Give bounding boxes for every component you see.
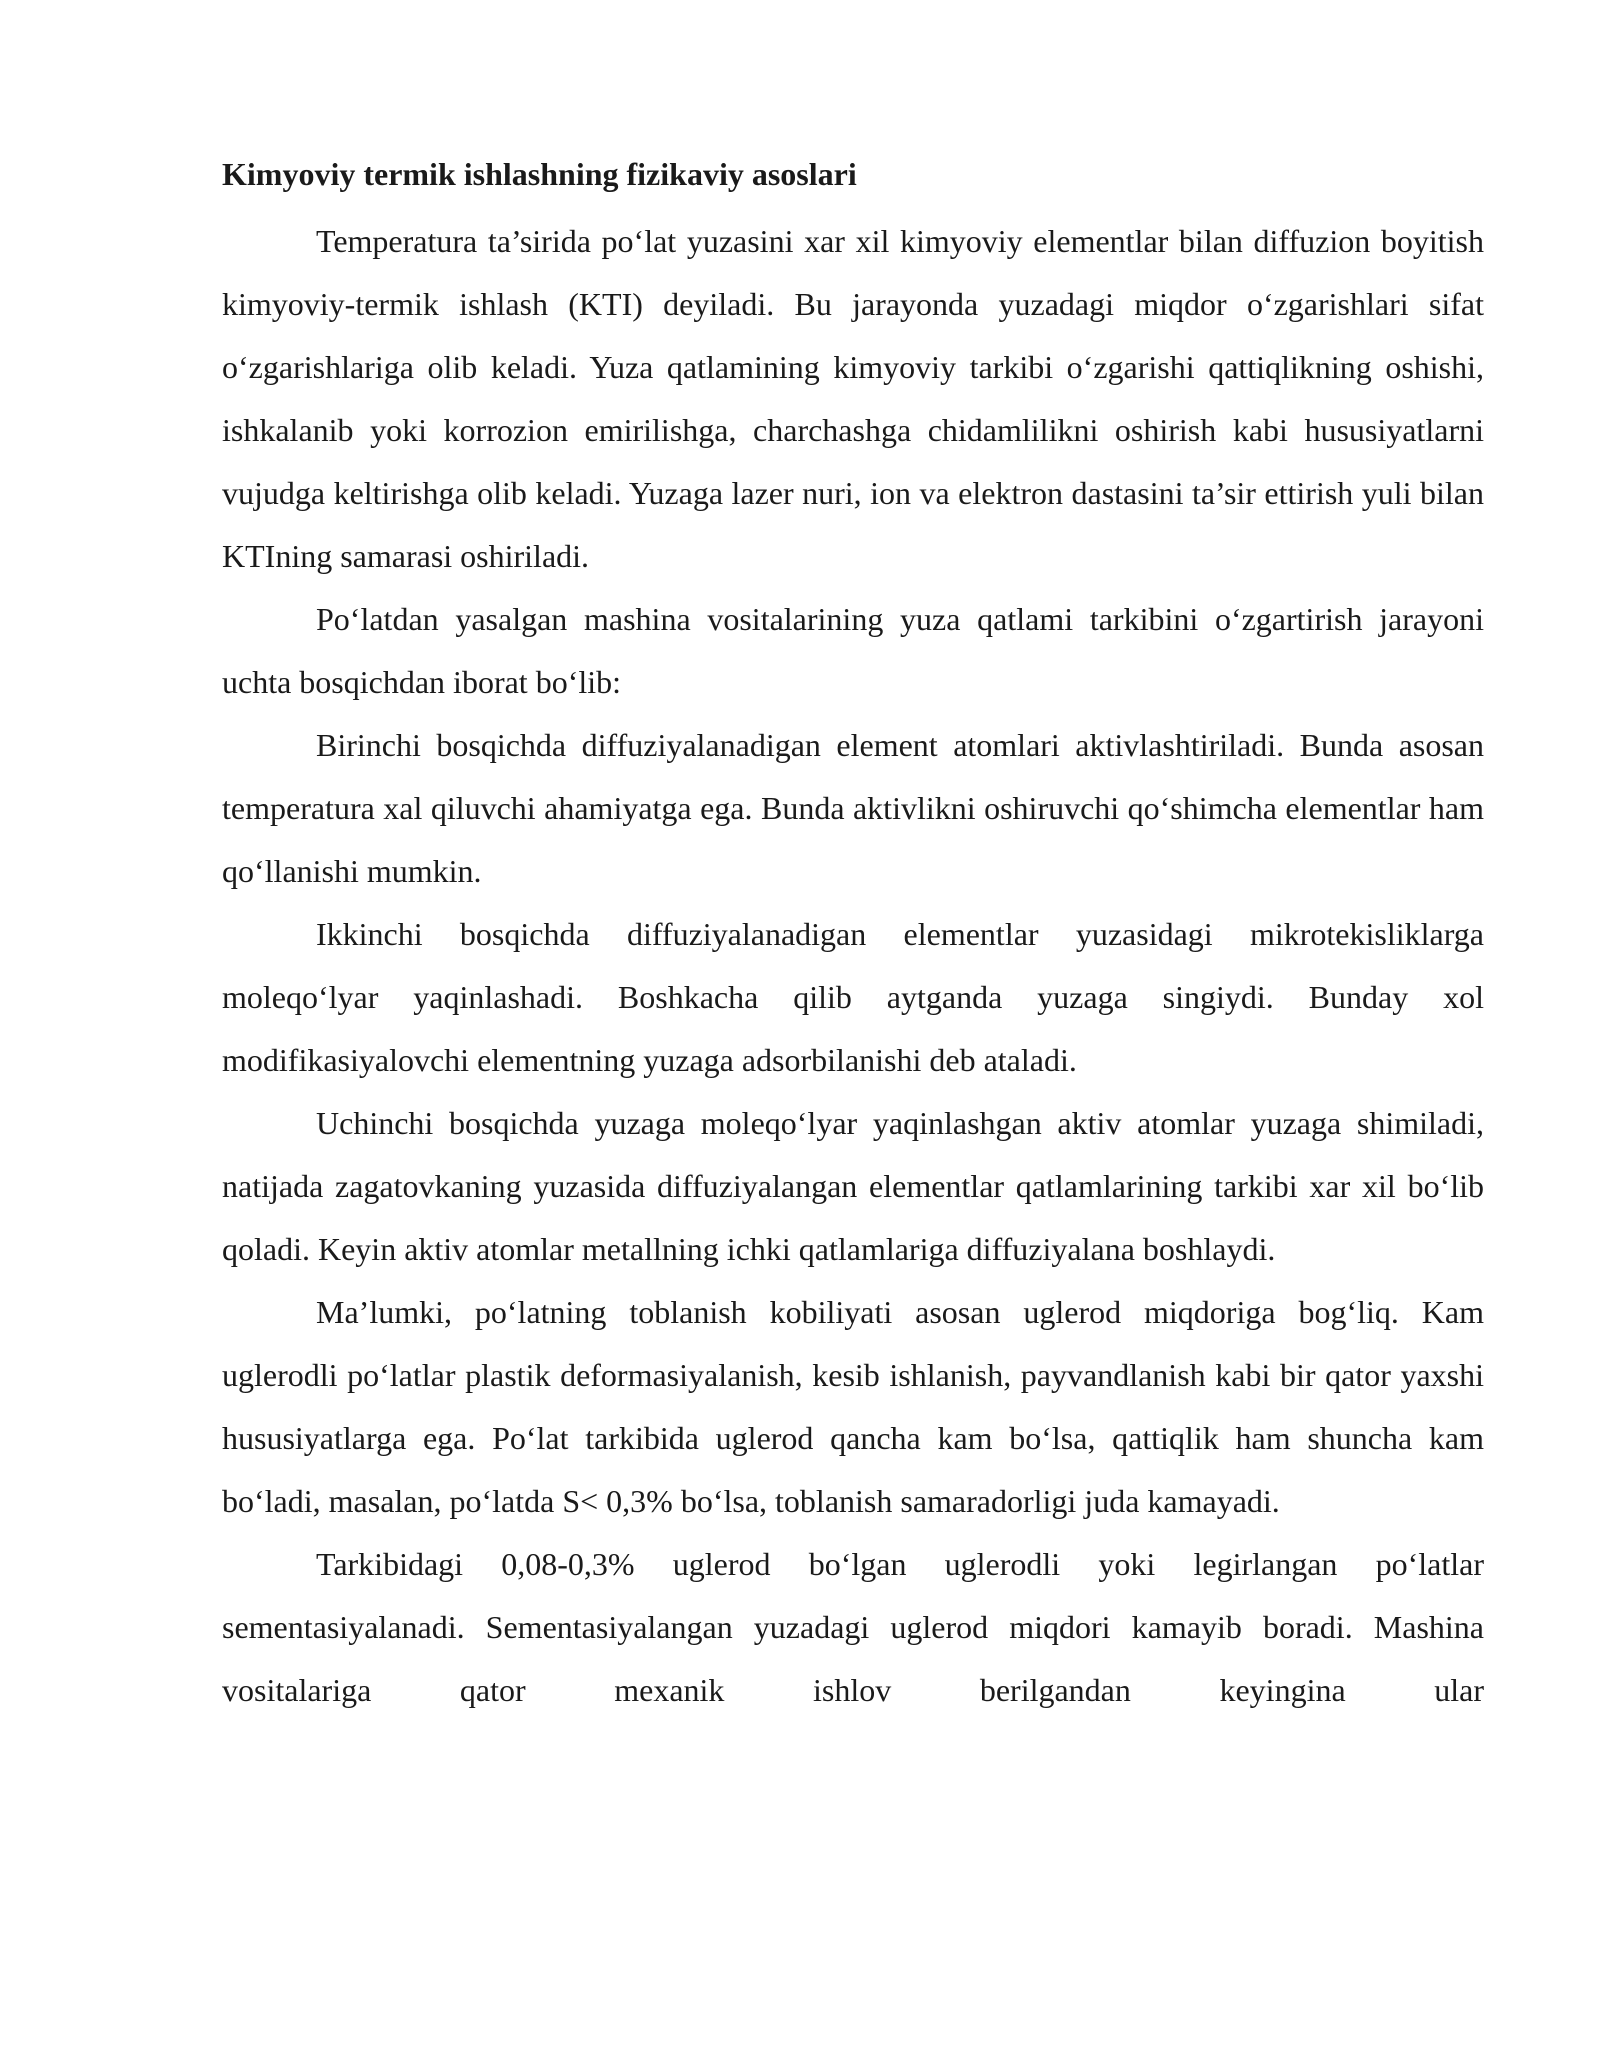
paragraph-stage-one: Birinchi bosqichda diffuziyalanadigan element atomlari aktivlashtiriladi. Bunda asosan temperatura xal qiluvchi ahamiyatga ega. Bunda aktivlikni oshiruvchi qo‘shimcha elementlar ham qo‘llanishi mumkin. bbox=[222, 727, 1484, 889]
paragraph-three-stages-intro: Po‘latdan yasalgan mashina vositalarining yuza qatlami tarkibini o‘zgartirish jarayoni uchta bosqichdan iborat bo‘lib: bbox=[222, 601, 1484, 700]
paragraph-cementation: Tarkibidagi 0,08-0,3% uglerod bo‘lgan uglerodli yoki legirlangan po‘latlar sementasiyalanadi. Sementasiyalangan yuzadagi uglerod miqdori kamayib boradi. Mashina vositalariga qator mexanik ishlov berilgandan keyingina ular bbox=[222, 1546, 1484, 1708]
paragraph-hardenability: Ma’lumki, po‘latning toblanish kobiliyati asosan uglerod miqdoriga bog‘liq. Kam uglerodli po‘latlar plastik deformasiyalanish, kesib ishlanish, payvandlanish kabi bir qator yaxshi hususiyatlarga ega. Po‘lat tarkibida uglerod qancha kam bo‘lsa, qattiqlik ham shuncha kam bo‘ladi, masalan, po‘latda S< 0,3% bo‘lsa, toblanish samaradorligi juda kamayadi. bbox=[222, 1294, 1484, 1519]
paragraph-kti-definition: Temperatura ta’sirida po‘lat yuzasini xar xil kimyoviy elementlar bilan diffuzion boyitish kimyoviy-termik ishlash (KTI) deyiladi. Bu jarayonda yuzadagi miqdor o‘zgarishlari sifat o‘zgarishlariga olib keladi. Yuza qatlamining kimyoviy tarkibi o‘zgarishi qattiqlikning oshishi, ishkalanib yoki korrozion emirilishga, charchashga chidamlilikni oshirish kabi hususiyatlarni vujudga keltirishga olib keladi. Yuzaga lazer nuri, ion va elektron dastasini ta’sir ettirish yuli bilan KTIning samarasi oshiriladi. bbox=[222, 223, 1484, 574]
paragraph-stage-three: Uchinchi bosqichda yuzaga moleqo‘lyar yaqinlashgan aktiv atomlar yuzaga shimiladi, natijada zagatovkaning yuzasida diffuziyalangan elementlar qatlamlarining tarkibi xar xil bo‘lib qoladi. Keyin aktiv atomlar metallning ichki qatlamlariga diffuziyalana boshlaydi. bbox=[222, 1105, 1484, 1267]
document-body bbox=[222, 148, 1484, 1722]
section-heading: Kimyoviy termik ishlashning fizikaviy asoslari bbox=[222, 156, 857, 192]
paragraph-stage-two: Ikkinchi bosqichda diffuziyalanadigan elementlar yuzasidagi mikrotekisliklarga moleqo‘lyar yaqinlashadi. Boshkacha qilib aytganda yuzaga singiydi. Bunday xol modifikasiyalovchi elementning yuzaga adsorbilanishi deb ataladi. bbox=[222, 916, 1484, 1078]
